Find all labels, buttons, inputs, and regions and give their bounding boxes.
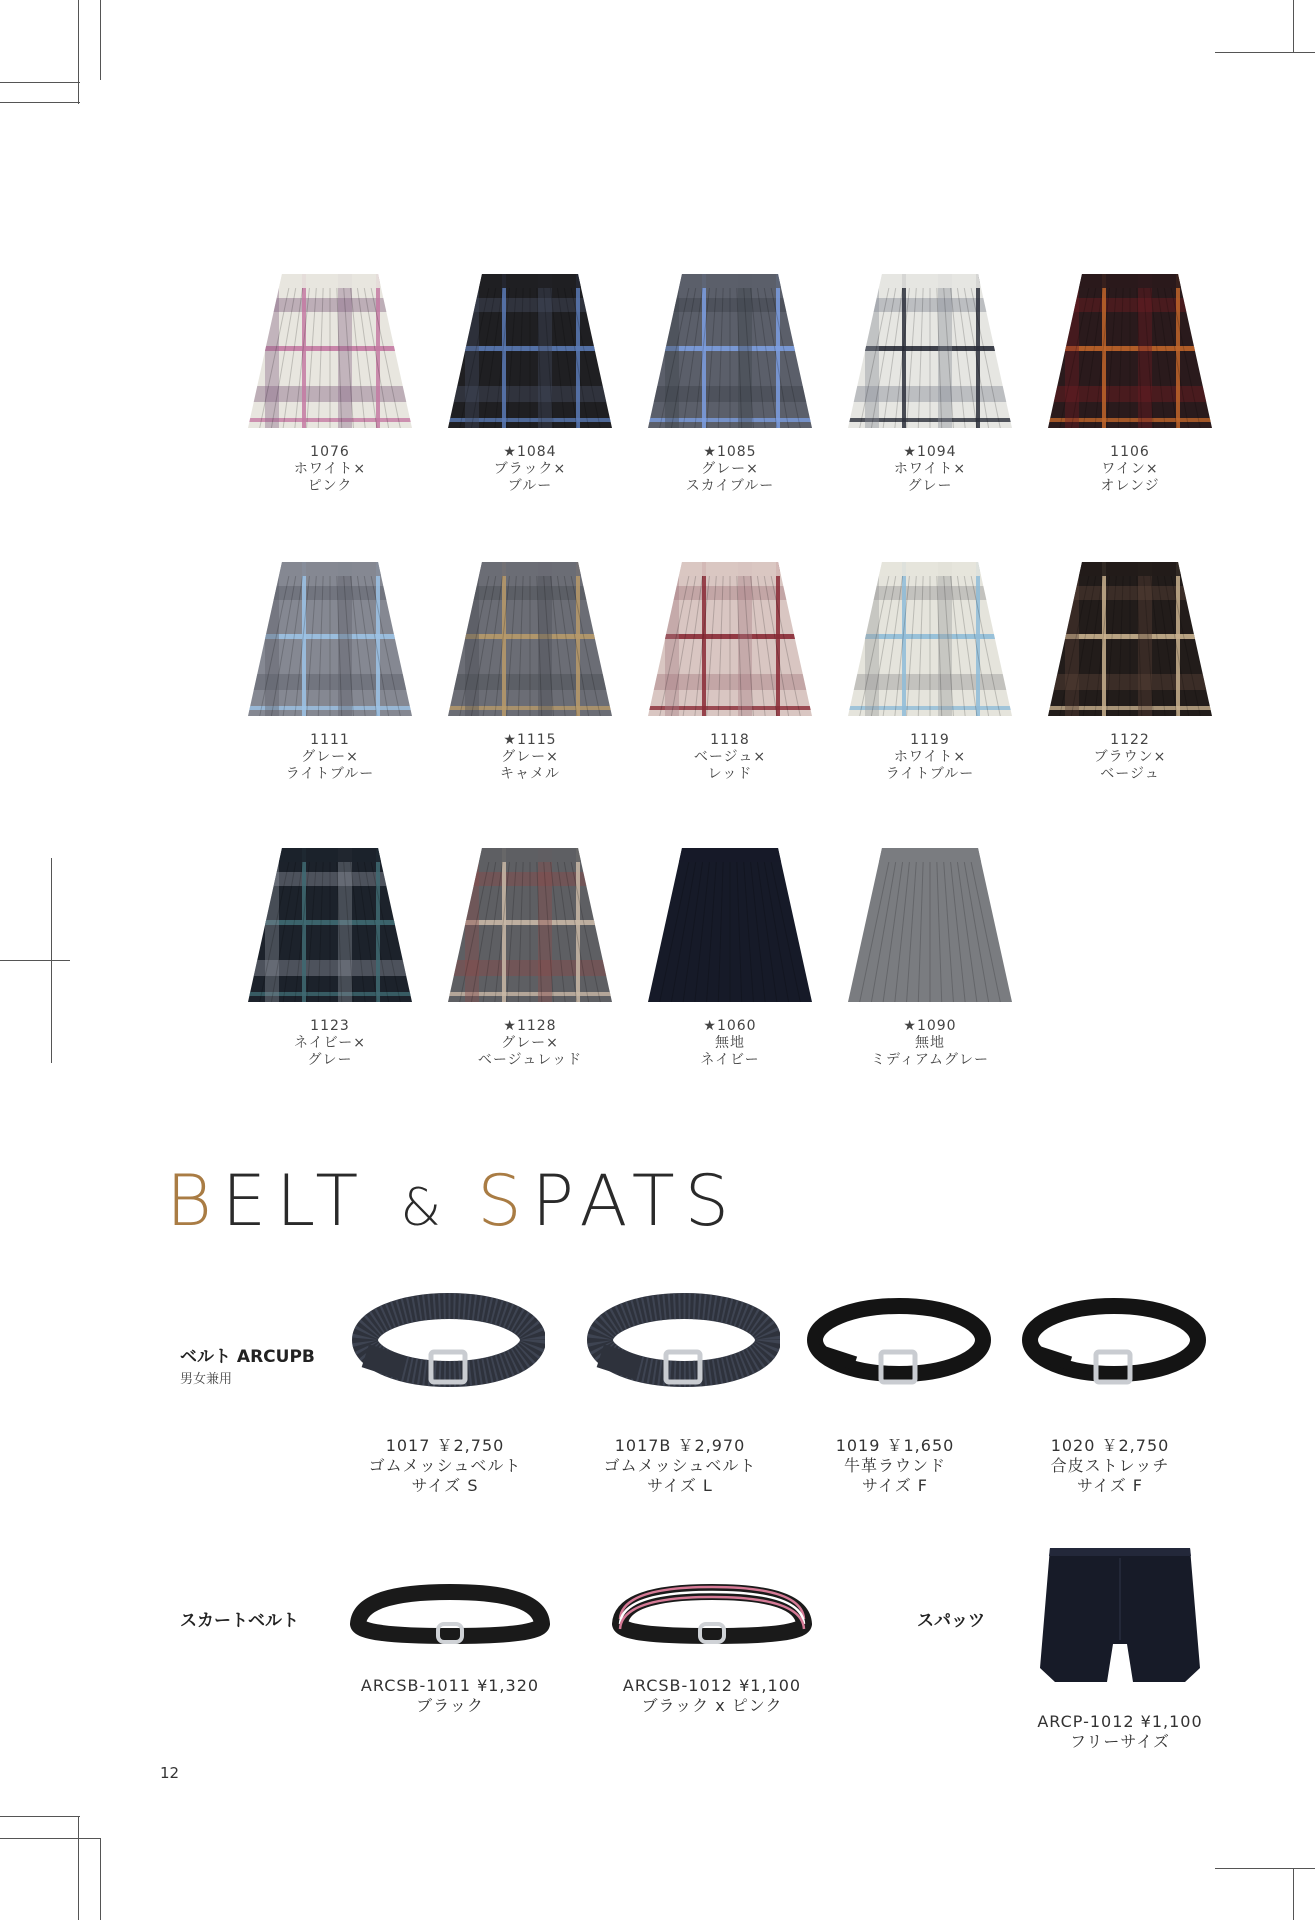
skirt-caption-line1: 無地: [915, 1035, 945, 1051]
skirt-caption-line2: グレー: [307, 1052, 353, 1068]
skirt-image: [240, 556, 420, 724]
skirt-caption-line2: ライトブルー: [885, 766, 975, 782]
skirt-image: [640, 556, 820, 724]
belt-caption-line1: 1020 ￥2,750: [1050, 1436, 1170, 1455]
skirt-image: [840, 842, 1020, 1010]
belt-caption-line2: 合皮ストレッチ: [1050, 1456, 1170, 1475]
crop-mark: [100, 1838, 101, 1920]
skirt-belt-caption-line1: ARCSB-1012 ¥1,100: [622, 1676, 802, 1695]
skirt-caption-line1: グレー×: [501, 749, 559, 765]
skirt-image: [840, 556, 1020, 724]
skirt-item: [235, 842, 425, 1069]
crop-mark: [0, 102, 80, 103]
crop-mark: [1215, 1868, 1315, 1869]
skirt-item: [1035, 556, 1225, 783]
belt-caption-line1: 1017 ￥2,750: [385, 1436, 505, 1455]
belt-image: [1010, 1290, 1210, 1410]
belt-item: [795, 1290, 995, 1496]
skirt-image: [1040, 268, 1220, 436]
title-ampersand: &: [400, 1178, 446, 1238]
skirt-image: [240, 842, 420, 1010]
skirt-caption-line1: ホワイト×: [893, 749, 967, 765]
skirt-caption-line1: グレー×: [501, 1035, 559, 1051]
skirt-belt-caption-line2: ブラック x ピンク: [641, 1696, 783, 1715]
skirt-caption-line1: ブラック×: [493, 461, 567, 477]
skirt-item: [835, 268, 1025, 495]
skirt-caption-line2: ライトブルー: [285, 766, 375, 782]
skirt-item: [835, 842, 1025, 1069]
skirt-image: [640, 268, 820, 436]
skirt-caption-code: 1118: [710, 732, 750, 748]
skirt-caption-line1: 無地: [715, 1035, 745, 1051]
skirt-item: [235, 556, 425, 783]
skirt-caption-code: ★1085: [703, 444, 757, 460]
skirt-caption-line2: ベージュ: [1100, 766, 1160, 782]
skirt-caption-code: 1111: [310, 732, 350, 748]
page-number: 12: [160, 1764, 180, 1782]
skirt-item: [1035, 268, 1225, 495]
skirt-belt-caption-line1: ARCSB-1011 ¥1,320: [360, 1676, 540, 1695]
skirt-belt-item: [612, 1580, 812, 1716]
skirt-item: [435, 268, 625, 495]
skirt-caption-code: 1076: [310, 444, 350, 460]
skirt-caption-code: ★1094: [903, 444, 957, 460]
belt-caption-line2: 牛革ラウンド: [843, 1456, 946, 1475]
skirt-item: [835, 556, 1025, 783]
skirt-caption-line1: ホワイト×: [893, 461, 967, 477]
crop-mark: [0, 82, 80, 83]
skirt-caption-line1: グレー×: [701, 461, 759, 477]
skirt-caption-line2: グレー: [907, 478, 953, 494]
belt-item: [1010, 1290, 1210, 1496]
skirt-caption-line1: ベージュ×: [693, 749, 767, 765]
skirt-item: [435, 556, 625, 783]
belt-item: [580, 1290, 780, 1496]
title-word-pats: PATS: [531, 1160, 740, 1242]
crop-mark: [78, 0, 79, 104]
belt-caption-line1: 1019 ￥1,650: [835, 1436, 955, 1455]
skirt-caption-line1: ホワイト×: [293, 461, 367, 477]
belt-caption-line3: サイズ L: [647, 1476, 713, 1495]
belt-image: [795, 1290, 995, 1410]
skirt-caption-line2: キャメル: [500, 766, 560, 782]
skirt-caption-line2: ブルー: [507, 478, 553, 494]
crop-mark: [1293, 1868, 1294, 1920]
belt-caption-line1: 1017B ￥2,970: [614, 1436, 746, 1455]
belt-section-label: ベルト ARCUPB: [180, 1347, 315, 1367]
skirt-image: [640, 842, 820, 1010]
crop-mark: [0, 1816, 80, 1817]
skirt-belt-item: [350, 1580, 550, 1716]
skirt-caption-line2: ベージュレッド: [477, 1052, 583, 1068]
crop-mark: [78, 1816, 79, 1920]
skirt-item: [235, 268, 425, 495]
skirt-belt-image: [350, 1580, 550, 1650]
skirt-item: [635, 556, 825, 783]
skirt-caption-line2: レッド: [707, 766, 753, 782]
skirt-image: [440, 268, 620, 436]
skirt-caption-line2: オレンジ: [1100, 478, 1160, 494]
skirt-caption-code: 1123: [310, 1018, 350, 1034]
section-title: [166, 1160, 739, 1242]
spats-label: スパッツ: [917, 1611, 985, 1631]
skirt-caption-code: 1106: [1110, 444, 1150, 460]
crop-mark: [1293, 0, 1294, 52]
skirt-caption-code: ★1090: [903, 1018, 957, 1034]
skirt-caption-line2: ネイビー: [700, 1052, 760, 1068]
belt-image: [580, 1290, 780, 1410]
title-letter-b: B: [166, 1160, 222, 1242]
skirt-image: [1040, 556, 1220, 724]
skirt-caption-line2: ミディアムグレー: [871, 1052, 989, 1068]
crop-mark: [0, 960, 70, 961]
skirt-item: [635, 842, 825, 1069]
skirt-image: [440, 556, 620, 724]
skirt-item: [635, 268, 825, 495]
skirt-caption-code: ★1128: [503, 1018, 557, 1034]
belt-caption-line3: サイズ F: [861, 1476, 928, 1495]
title-word-elt: ELT: [221, 1160, 369, 1242]
crop-mark: [100, 0, 101, 80]
skirt-caption-code: 1119: [910, 732, 950, 748]
skirt-caption-line2: ピンク: [307, 478, 353, 494]
skirt-belt-label: スカートベルト: [180, 1611, 299, 1631]
skirt-item: [435, 842, 625, 1069]
crop-mark: [0, 1838, 100, 1839]
belt-caption-line3: サイズ S: [411, 1476, 479, 1495]
skirt-belt-caption-line2: ブラック: [416, 1696, 484, 1715]
skirt-caption-line1: グレー×: [301, 749, 359, 765]
spats-product: [1010, 1540, 1230, 1752]
belt-image: [345, 1290, 545, 1410]
spats-image: [1035, 1540, 1205, 1690]
skirt-caption-line2: スカイブルー: [685, 478, 775, 494]
skirt-caption-line1: ネイビー×: [294, 1035, 366, 1051]
skirt-caption-code: ★1084: [503, 444, 557, 460]
belt-caption-line2: ゴムメッシュベルト: [603, 1456, 757, 1475]
skirt-image: [240, 268, 420, 436]
skirt-caption-code: ★1060: [703, 1018, 757, 1034]
spats-caption-2: フリーサイズ: [1069, 1732, 1171, 1751]
belt-item: [345, 1290, 545, 1496]
title-letter-s: S: [477, 1160, 532, 1242]
crop-mark: [1215, 52, 1315, 53]
skirt-caption-line1: ブラウン×: [1093, 749, 1167, 765]
skirt-caption-line1: ワイン×: [1101, 461, 1159, 477]
skirt-image: [440, 842, 620, 1010]
spats-caption-1: ARCP-1012 ¥1,100: [1037, 1712, 1203, 1731]
skirt-belt-image: [612, 1580, 812, 1650]
skirt-caption-code: ★1115: [503, 732, 557, 748]
belt-caption-line3: サイズ F: [1076, 1476, 1143, 1495]
belt-section-sub: 男女兼用: [180, 1372, 233, 1387]
belt-caption-line2: ゴムメッシュベルト: [368, 1456, 522, 1475]
skirt-caption-code: 1122: [1110, 732, 1150, 748]
skirt-image: [840, 268, 1020, 436]
